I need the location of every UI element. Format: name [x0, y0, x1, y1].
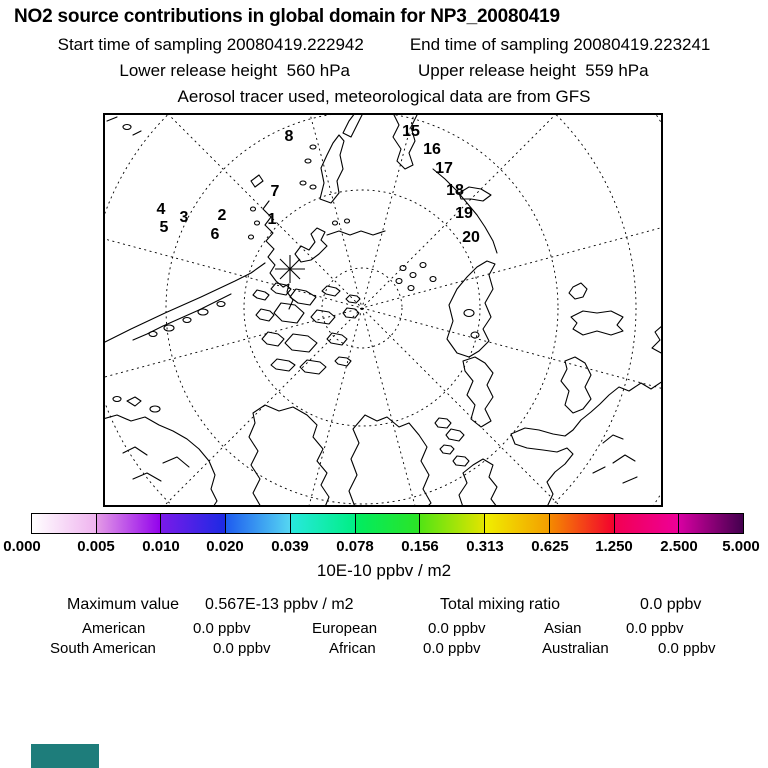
region-label: 3: [179, 209, 189, 226]
colorbar-segment: [679, 514, 743, 533]
region-label: 5: [159, 219, 169, 236]
region-stat-label: Asian: [544, 620, 582, 637]
colorbar-segment: [97, 514, 162, 533]
colorbar-tick: 0.156: [401, 538, 439, 555]
region-label: 7: [270, 183, 280, 200]
region-label: 15: [402, 123, 420, 140]
region-stat-value: 0.0 ppbv: [213, 640, 271, 657]
colorbar-segment: [420, 514, 485, 533]
region-label: 18: [446, 182, 464, 199]
tracer-info-text: Aerosol tracer used, meteorological data are from GFS: [177, 87, 591, 106]
colorbar-tick: 0.039: [271, 538, 309, 555]
sampling-end-text: End time of sampling 20080419.223241: [409, 35, 711, 54]
plot-title: NO2 source contributions in global domain for NP3_20080419: [14, 6, 560, 27]
region-stat-label: South American: [50, 640, 156, 657]
colorbar: [31, 513, 744, 534]
colorbar-tick: 1.250: [595, 538, 633, 555]
colorbar-segment: [550, 514, 615, 533]
sampling-start-text: Start time of sampling 20080419.222942: [57, 35, 364, 54]
colorbar-segment: [32, 514, 97, 533]
lower-release-text: Lower release height 560 hPa: [119, 61, 350, 80]
colorbar-tick: 0.313: [466, 538, 504, 555]
region-label: 17: [435, 160, 453, 177]
coastlines: [103, 113, 663, 507]
region-stat-label: European: [312, 620, 378, 637]
region-stat-value: 0.0 ppbv: [658, 640, 716, 657]
colorbar-segment: [615, 514, 680, 533]
colorbar-tick: 0.625: [531, 538, 569, 555]
region-label: 8: [284, 128, 294, 145]
region-label: 20: [462, 229, 480, 246]
region-stat-label: American: [82, 620, 146, 637]
region-stat-value: 0.0 ppbv: [626, 620, 684, 637]
upper-release-text: Upper release height 559 hPa: [418, 61, 649, 80]
region-stat-value: 0.0 ppbv: [193, 620, 251, 637]
colorbar-tick: 0.010: [142, 538, 180, 555]
colorbar-segment: [356, 514, 421, 533]
region-label: 16: [423, 141, 441, 158]
region-stat-label: Australian: [542, 640, 609, 657]
total-mixing-ratio-value: 0.0 ppbv: [640, 596, 702, 613]
colorbar-segment: [485, 514, 550, 533]
region-stat-label: African: [329, 640, 376, 657]
polar-map-svg: [103, 113, 663, 507]
sampling-times-row: [0, 35, 768, 55]
release-marker-star: [275, 255, 305, 283]
region-stat-value: 0.0 ppbv: [428, 620, 486, 637]
colorbar-tick: 2.500: [660, 538, 698, 555]
maximum-value: 0.567E-13 ppbv / m2: [205, 596, 354, 613]
map-border: [104, 114, 662, 506]
region-label: 1: [267, 211, 277, 228]
colorbar-tick: 0.000: [3, 538, 41, 555]
colorbar-segment: [226, 514, 291, 533]
colorbar-tick: 5.000: [722, 538, 760, 555]
colorbar-ticks: [0, 538, 768, 556]
region-label: 4: [156, 201, 166, 218]
maximum-value-label: Maximum value: [67, 596, 180, 613]
graticule: [103, 113, 663, 507]
colorbar-tick: 0.005: [77, 538, 115, 555]
release-heights-row: [0, 61, 768, 81]
colorbar-tick: 0.020: [206, 538, 244, 555]
region-stat-value: 0.0 ppbv: [423, 640, 481, 657]
region-label: 6: [210, 226, 220, 243]
logo-block: [31, 744, 99, 768]
colorbar-segment: [161, 514, 226, 533]
colorbar-tick: 0.078: [336, 538, 374, 555]
colorbar-segment: [291, 514, 356, 533]
region-label: 19: [455, 205, 473, 222]
region-labels: [157, 123, 480, 246]
total-mixing-ratio-label: Total mixing ratio: [440, 596, 561, 613]
region-label: 2: [217, 207, 227, 224]
polar-map: [103, 113, 663, 507]
tracer-info-row: [0, 87, 768, 107]
colorbar-unit-label: 10E-10 ppbv / m2: [316, 561, 452, 580]
